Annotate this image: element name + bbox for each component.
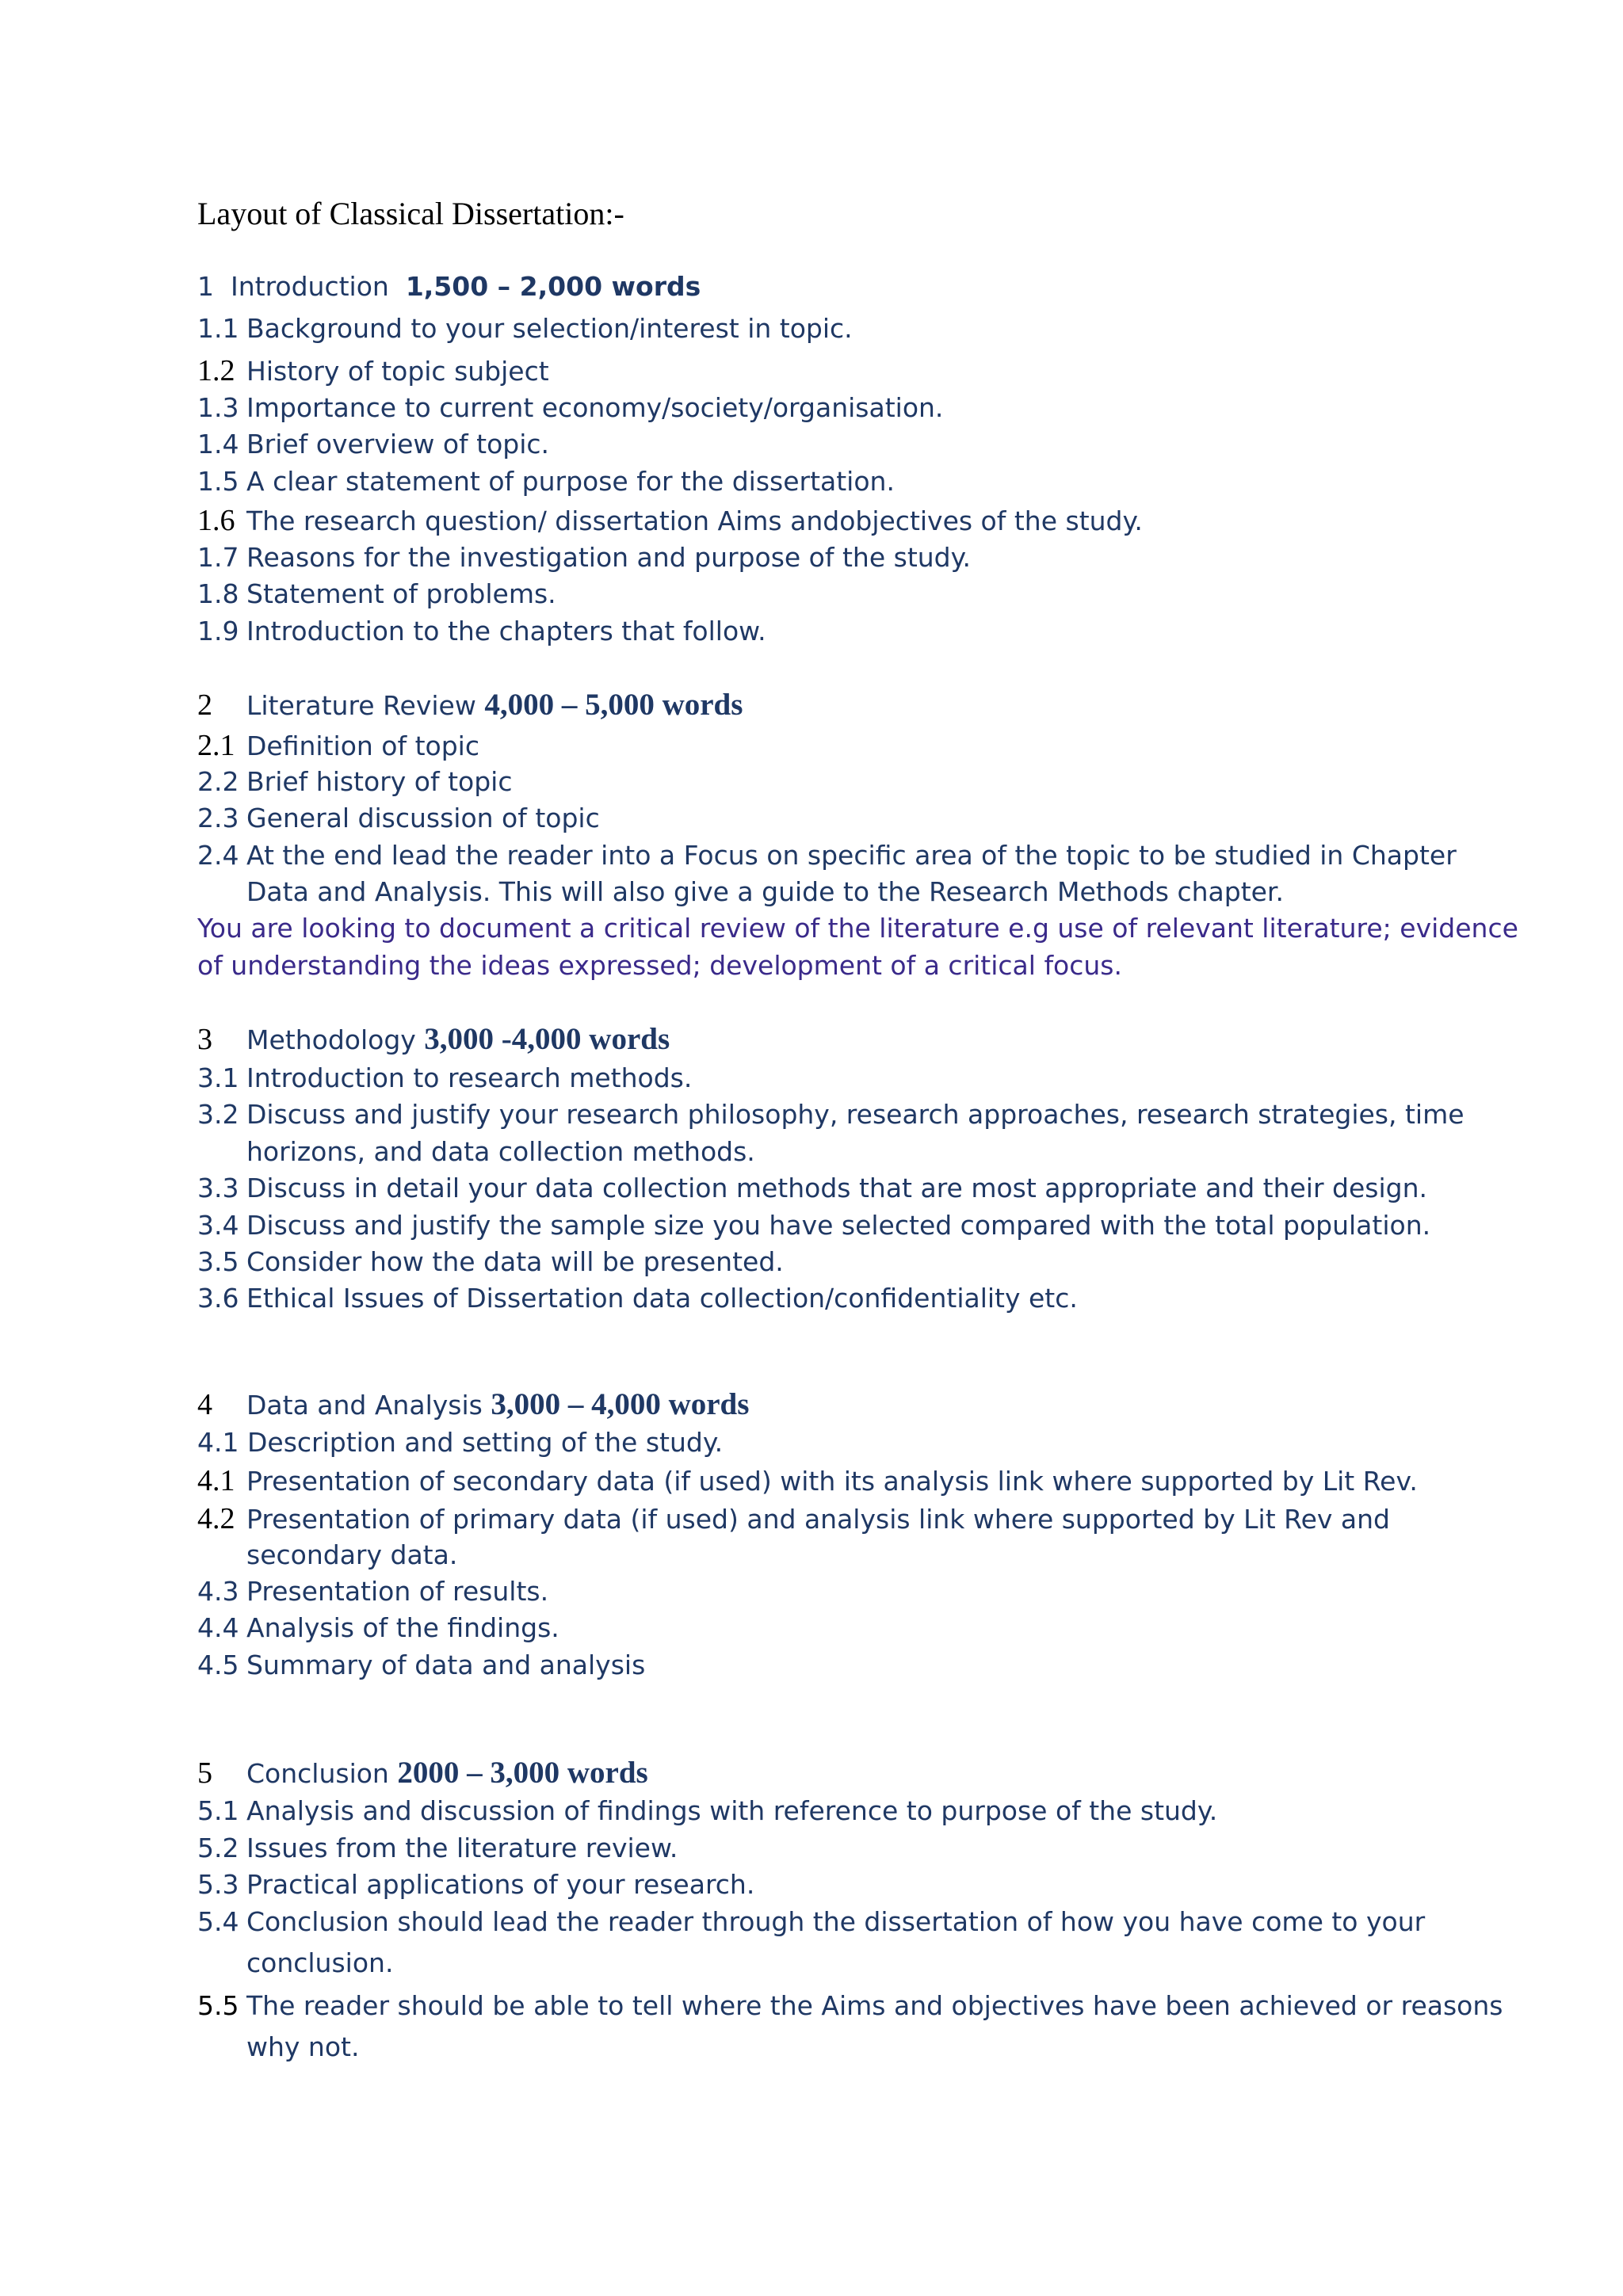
item-text: Brief overview of topic. [246,429,550,460]
item-number: 1.2 [197,354,235,387]
list-item [197,1906,1426,1937]
item-text: The research question/ dissertation Aims andobjectives of the study. [246,505,1143,536]
list-item [197,1466,1418,1496]
section-heading-literature-review [197,689,743,720]
item-number: 5.5 [197,1990,239,2021]
item-number: 5.4 [197,1906,239,1937]
item-text: Presentation of primary data (if used) and analysis link where supported by Lit Rev and [246,1504,1390,1535]
item-text: Analysis of the findings. [246,1612,559,1643]
section-label: Conclusion [246,1758,389,1789]
item-text: At the end lead the reader into a Focus on specific area of the topic to be studied in Chapter [246,840,1457,871]
item-text: Discuss and justify the sample size you have selected compared with the total population. [246,1210,1431,1241]
item-text: A clear statement of purpose for the dissertation. [246,466,895,497]
list-item [197,1099,1465,1130]
item-number: 1.9 [197,616,239,646]
item-text: History of topic subject [246,356,549,387]
item-number: 1.5 [197,466,239,497]
item-text: Introduction to research methods. [246,1062,693,1093]
item-number: 2.3 [197,803,239,833]
item-number: 4.2 [197,1502,235,1535]
section-heading-introduction [197,271,701,302]
item-number: 4.3 [197,1576,239,1607]
list-item [197,840,1457,871]
item-text: Practical applications of your research. [246,1869,755,1900]
list-item-continuation: horizons, and data collection methods. [246,1136,755,1167]
list-item [197,1795,1218,1826]
section-heading-conclusion [197,1757,648,1788]
list-item [197,1869,755,1900]
list-item [197,618,766,644]
list-item [197,1652,645,1678]
list-item [197,766,513,797]
item-text: General discussion of topic [246,803,600,833]
word-count: 2000 – 3,000 words [397,1756,648,1790]
item-text: Discuss and justify your research philosophy, research approaches, research strategies, time [246,1099,1465,1130]
item-number: 1.8 [197,578,239,609]
item-text: Presentation of results. [246,1576,549,1607]
section-number: 4 [197,1388,212,1421]
list-item [197,1175,1427,1201]
list-item [197,1210,1431,1241]
word-count: 3,000 -4,000 words [424,1022,670,1056]
item-number: 1.6 [197,504,235,537]
document-title: Layout of Classical Dissertation:- [197,196,624,231]
list-item-continuation: Data and Analysis. This will also give a guide to the Research Methods chapter. [246,876,1284,907]
section-heading-data-and-analysis [197,1389,749,1420]
item-text: The reader should be able to tell where the Aims and objectives have been achieved or reasons [246,1990,1503,2021]
item-number: 3.5 [197,1246,239,1277]
item-number: 2.1 [197,729,235,762]
word-count: 4,000 – 5,000 words [484,688,743,722]
item-number: 1.1 [197,313,239,344]
item-number: 1.3 [197,392,239,423]
list-item [197,1246,784,1277]
item-number: 4.4 [197,1612,239,1643]
section-heading-methodology [197,1024,670,1055]
word-count: 3,000 – 4,000 words [491,1387,750,1421]
item-number: 3.4 [197,1210,239,1241]
list-item-continuation: secondary data. [246,1539,458,1570]
list-item [197,356,549,386]
item-number: 3.3 [197,1173,239,1203]
item-text: Background to your selection/interest in topic. [246,313,853,344]
item-number: 5.3 [197,1869,239,1900]
item-number: 3.2 [197,1099,239,1130]
item-text: Consider how the data will be presented. [246,1246,784,1277]
list-item [197,805,600,831]
item-text: Summary of data and analysis [246,1650,646,1680]
list-item-continuation: why not. [246,2031,360,2062]
item-text: Statement of problems. [246,578,556,609]
list-item [197,1283,1078,1314]
list-item [197,466,895,497]
item-number: 3.1 [197,1062,239,1093]
item-text: Issues from the literature review. [246,1833,678,1863]
section-label: Introduction [230,271,389,302]
list-item [197,313,853,344]
section-number: 3 [197,1023,212,1056]
list-item [197,1576,549,1607]
guidance-note: of understanding the ideas expressed; development of a critical focus. [197,950,1122,981]
item-number: 1.4 [197,429,239,460]
section-number: 1 [197,271,214,302]
list-item [197,1612,559,1643]
item-text: Importance to current economy/society/organisation. [246,392,944,423]
item-text: Description and setting of the study. [246,1427,724,1458]
item-text: Presentation of secondary data (if used) with its analysis link where supported by Lit Rev. [246,1466,1418,1497]
word-count: 1,500 – 2,000 words [405,271,701,302]
guidance-note: You are looking to document a critical review of the literature e.g use of relevant literature; evidence [197,913,1518,944]
item-number: 5.1 [197,1795,239,1826]
item-number: 2.4 [197,840,239,871]
item-number: 4.5 [197,1650,239,1680]
item-text: Ethical Issues of Dissertation data collection/confidentiality etc. [246,1283,1078,1314]
list-item [197,392,944,423]
item-number: 2.2 [197,766,239,797]
item-text: Discuss in detail your data collection methods that are most appropriate and their design. [246,1173,1427,1203]
list-item-continuation: conclusion. [246,1947,394,1978]
section-label: Methodology [246,1024,416,1055]
list-item [197,578,556,609]
list-item [197,730,479,761]
item-text: Definition of topic [246,730,479,761]
section-label: Data and Analysis [246,1390,483,1421]
item-number: 5.2 [197,1833,239,1863]
list-item [197,1427,724,1458]
list-item [197,505,1143,536]
item-text: Reasons for the investigation and purpose of the study. [246,542,971,573]
item-number: 1.7 [197,542,239,573]
list-item [197,1062,693,1093]
item-number: 4.1 [197,1427,239,1458]
item-number: 3.6 [197,1283,239,1314]
list-item [197,1835,678,1861]
item-number: 4.1 [197,1464,235,1497]
item-text: Introduction to the chapters that follow. [246,616,766,646]
section-label: Literature Review [246,690,476,721]
section-number: 2 [197,688,212,722]
item-text: Conclusion should lead the reader through the dissertation of how you have come to your [246,1906,1426,1937]
section-number: 5 [197,1756,212,1790]
list-item [197,542,971,573]
list-item [197,1990,1503,2021]
list-item [197,1504,1390,1534]
item-text: Brief history of topic [246,766,513,797]
item-text: Analysis and discussion of findings with reference to purpose of the study. [246,1795,1218,1826]
list-item [197,429,550,460]
